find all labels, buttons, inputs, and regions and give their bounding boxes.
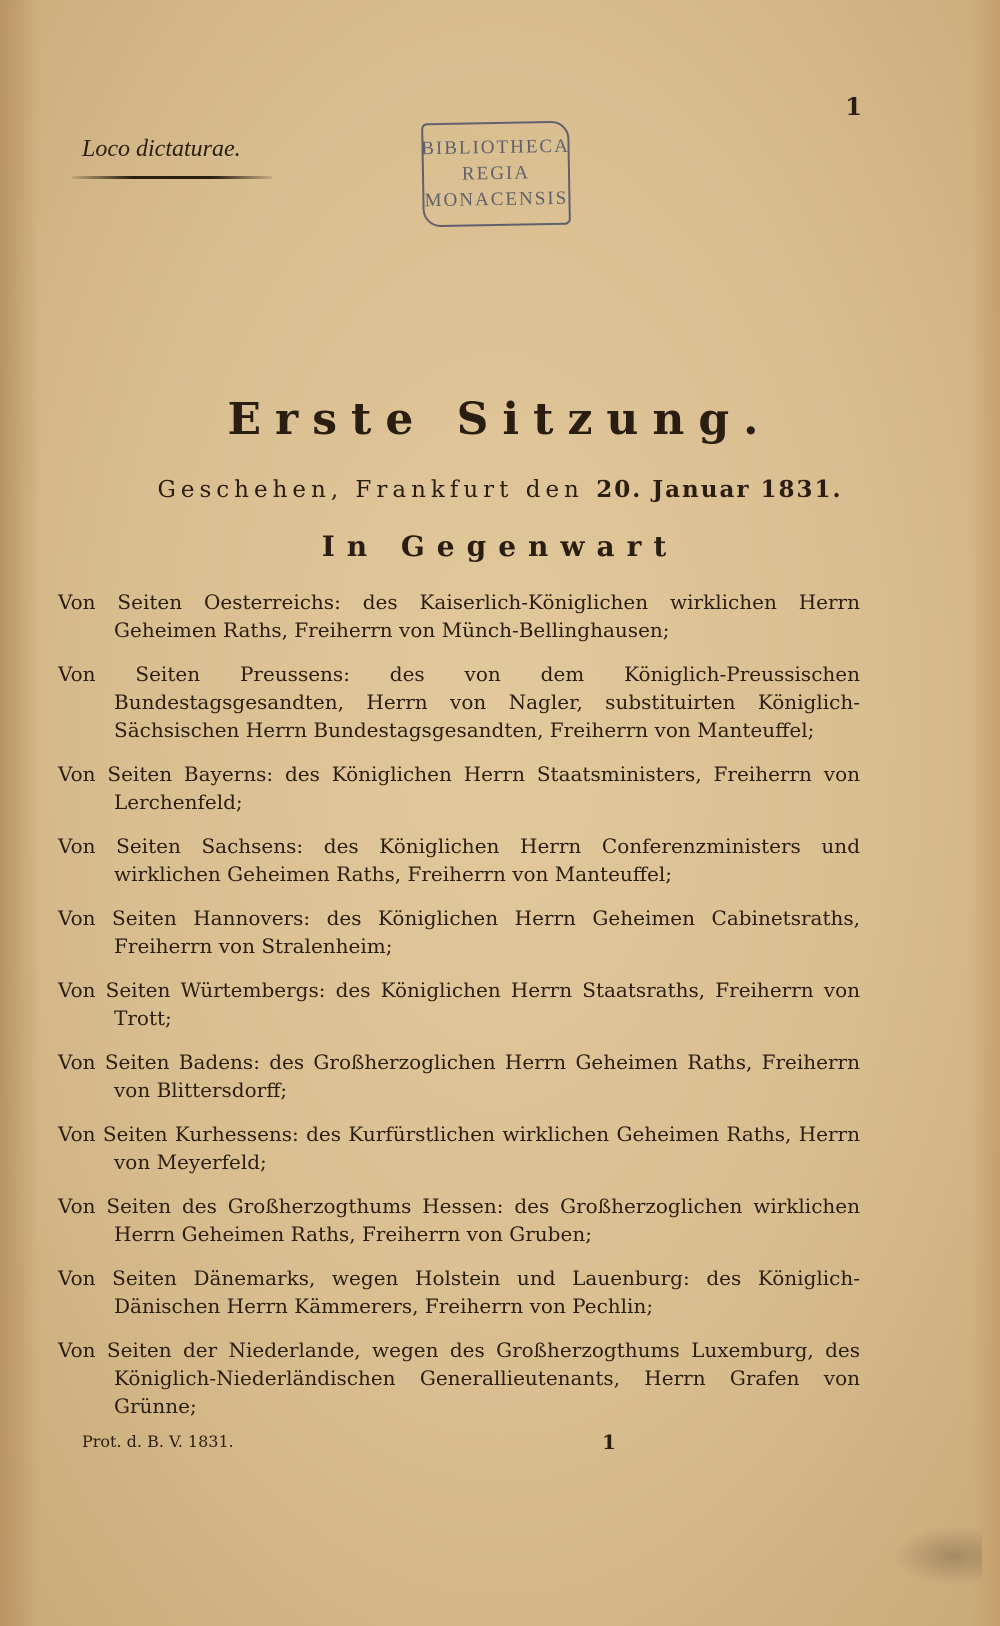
header-rule (72, 176, 272, 179)
page-edge-shadow (0, 0, 40, 1626)
attendance-entry: Von Seiten Badens: des Großherzoglichen Herrn Geheimen Raths, Freiherrn von Blittersdorff; (58, 1050, 860, 1102)
stamp-line: REGIA (461, 162, 531, 185)
attendance-entry: Von Seiten Preussens: des von dem Königlich-Preussischen Bundestagsgesandten, Herrn von Nagler, substituirten Königlich-Sächsischen Herrn Bundestagsgesandten, Freiherrn von Manteuffel; (58, 662, 860, 742)
paper-stain (892, 1526, 982, 1586)
presence-heading: In Gegenwart (321, 530, 679, 563)
attendance-entry: Von Seiten Bayerns: des Königlichen Herrn Staatsministers, Freiherrn von Lerchenfeld; (58, 762, 860, 814)
page-edge-shadow (970, 0, 1000, 1626)
attendance-entry: Von Seiten Sachsens: des Königlichen Herrn Conferenzministers und wirklichen Geheimen Raths, Freiherrn von Manteuffel; (58, 834, 860, 886)
footer-signature: 1 (602, 1430, 616, 1454)
attendance-list (58, 588, 860, 1436)
dateline-text: Geschehen, Frankfurt den (157, 477, 584, 503)
stamp-line: BIBLIOTHECA (421, 135, 571, 160)
stamp-line: MONACENSIS (424, 187, 569, 212)
dateline (0, 476, 1000, 503)
dateline-date: 20. Januar 1831. (596, 476, 843, 503)
header-note: Loco dictaturae. (82, 136, 241, 162)
library-stamp (421, 121, 571, 228)
attendance-entry: Von Seiten Oesterreichs: des Kaiserlich-Königlichen wirklichen Herrn Geheimen Raths, Freiherrn von Münch-Bellinghausen; (58, 590, 860, 642)
session-title: Erste Sitzung. (227, 394, 773, 445)
attendance-entry: Von Seiten des Großherzogthums Hessen: des Großherzoglichen wirklichen Herrn Geheimen Raths, Freiherrn von Gruben; (58, 1194, 860, 1246)
attendance-entry: Von Seiten Dänemarks, wegen Holstein und Lauenburg: des Königlich-Dänischen Herrn Kämmerers, Freiherrn von Pechlin; (58, 1266, 860, 1318)
footer-reference: Prot. d. B. V. 1831. (82, 1432, 234, 1451)
attendance-entry: Von Seiten Würtembergs: des Königlichen Herrn Staatsraths, Freiherrn von Trott; (58, 978, 860, 1030)
attendance-entry: Von Seiten Kurhessens: des Kurfürstlichen wirklichen Geheimen Raths, Herrn von Meyerfeld; (58, 1122, 860, 1174)
attendance-entry: Von Seiten der Niederlande, wegen des Großherzogthums Luxemburg, des Königlich-Niederländischen Generallieutenants, Herrn Grafen von Grünne; (58, 1338, 860, 1418)
page-number: 1 (845, 92, 862, 121)
attendance-entry: Von Seiten Hannovers: des Königlichen Herrn Geheimen Cabinetsraths, Freiherrn von Stralenheim; (58, 906, 860, 958)
